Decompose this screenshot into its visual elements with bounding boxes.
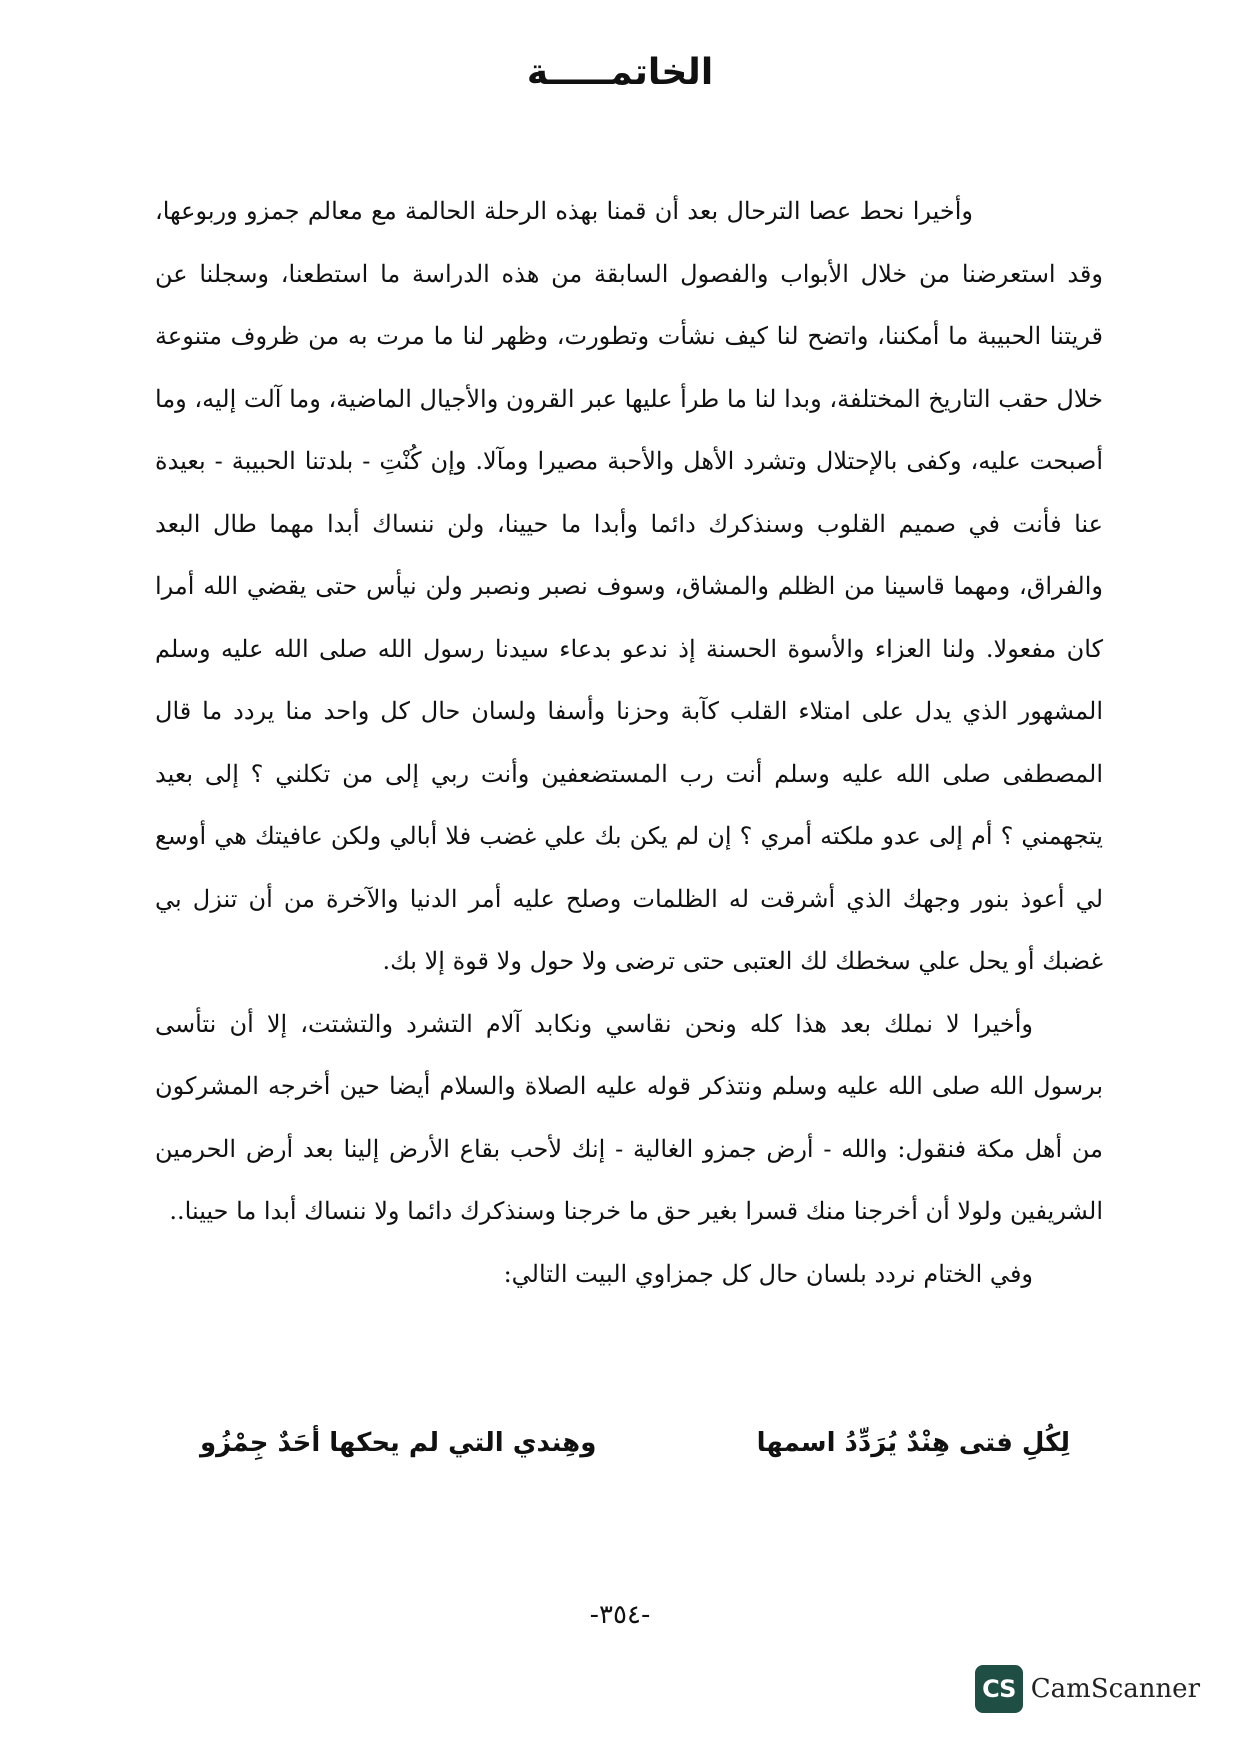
camscanner-logo-icon: CS bbox=[975, 1665, 1023, 1713]
verse-second-hemistich: وهِندي التي لم يحكها أحَدٌ جِمْزُو bbox=[200, 1428, 597, 1458]
poetry-verse bbox=[150, 1428, 1070, 1458]
paragraph-1: وأخيرا نحط عصا الترحال بعد أن قمنا بهذه الرحلة الحالمة مع معالم جمزو وربوعها، وقد استعرضنا من خلال الأبواب والفصول السابقة من هذه الدراسة ما استطعنا، وسجلنا عن قريتنا الحبيبة ما أمكننا، واتضح لنا كيف نشأت وتطورت، وظهر لنا ما مرت به من ظروف متنوعة خلال حقب التاريخ المختلفة، وبدا لنا ما طرأ عليها عبر القرون والأجيال الماضية، وما آلت إليه، وما أصبحت عليه، وكفى بالإحتلال وتشرد الأهل والأحبة مصيرا ومآلا. وإن كُنْتِ - بلدتنا الحبيبة - بعيدة عنا فأنت في صميم القلوب وسنذكرك دائما وأبدا ما حيينا، ولن ننساك أبدا مهما طال البعد والفراق، ومهما قاسينا من الظلم والمشاق، وسوف نصبر ونصبر ولن نيأس حتى يقضي الله أمرا كان مفعولا. ولنا العزاء والأسوة الحسنة إذ ندعو بدعاء سيدنا رسول الله صلى الله عليه وسلم المشهور الذي يدل على امتلاء القلب كآبة وحزنا وأسفا ولسان حال كل واحد منا يردد ما قال المصطفى صلى الله عليه وسلم أنت رب المستضعفين وأنت ربي إلى من تكلني ؟ إلى بعيد يتجهمني ؟ أم إلى عدو ملكته أمري ؟ إن لم يكن بك علي غضب فلا أبالي ولكن عافيتك هي أوسع لي أعوذ بنور وجهك الذي أشرقت له الظلمات وصلح عليه أمر الدنيا والآخرة من أن تنزل بي غضبك أو يحل علي سخطك لك العتبى حتى ترضى ولا حول ولا قوة إلا بك. bbox=[155, 197, 1103, 975]
page-number: -٣٥٤- bbox=[589, 1600, 651, 1630]
closing-line: وفي الختام نردد بلسان حال كل جمزاوي البيت التالي: bbox=[503, 1259, 1033, 1288]
camscanner-watermark bbox=[975, 1665, 1200, 1713]
camscanner-label: CamScanner bbox=[1030, 1674, 1200, 1704]
paragraph-2: وأخيرا لا نملك بعد هذا كله ونحن نقاسي ونكابد آلام التشرد والتشتت، إلا أن نتأسى برسول الله صلى الله عليه وسلم ونتذكر قوله عليه الصلاة والسلام أيضا حين أخرجه المشركون من أهل مكة فنقول: والله - أرض جمزو الغالية - إنك لأحب بقاع الأرض إلينا بعد أرض الحرمين الشريفين ولولا أن أخرجنا منك قسرا بغير حق ما خرجنا وسنذكرك دائما ولا ننساك أبدا ما حيينا.. bbox=[155, 1009, 1103, 1225]
body-text bbox=[155, 180, 1103, 1305]
page-title: الخاتمـــــة bbox=[526, 52, 714, 93]
verse-first-hemistich: لِكُلِ فتى هِنْدٌ يُرَدِّدُ اسمها bbox=[756, 1428, 1070, 1458]
